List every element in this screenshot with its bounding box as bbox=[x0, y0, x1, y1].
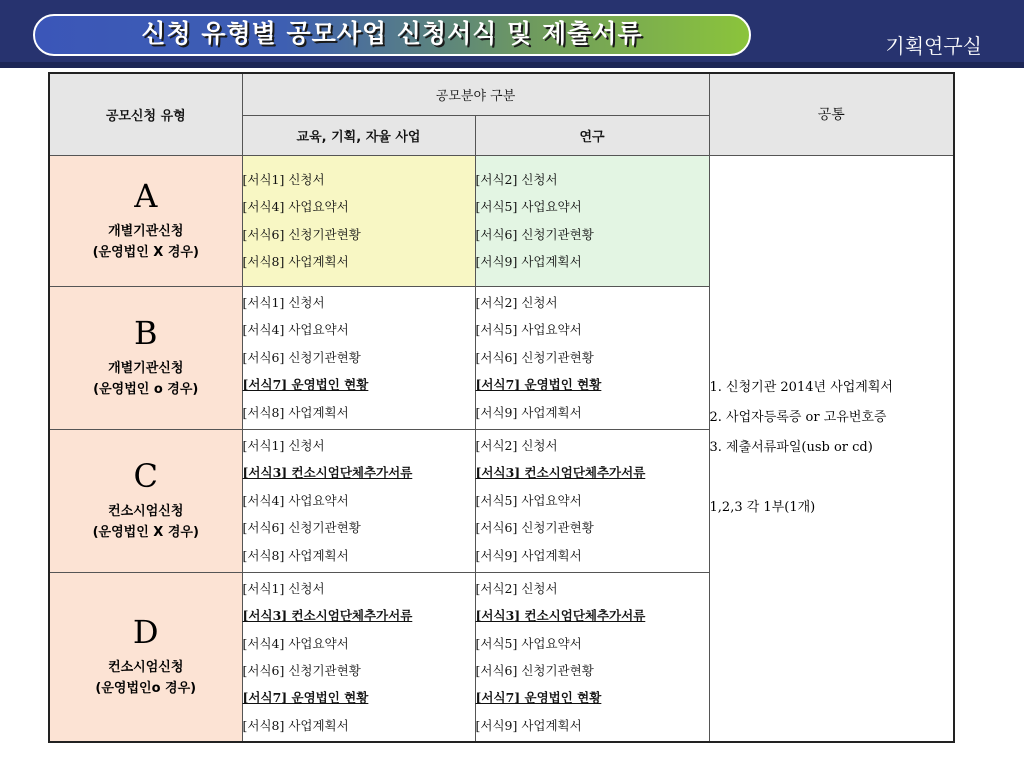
common-header: 공통 bbox=[709, 73, 954, 155]
edu-forms-cell bbox=[242, 429, 475, 572]
type-name: 컨소시엄신청 bbox=[108, 503, 184, 519]
form-item: [서식4] 사업요약서 bbox=[242, 322, 349, 338]
type-header: 공모신청 유형 bbox=[49, 73, 242, 155]
form-item: [서식5] 사업요약서 bbox=[475, 635, 582, 651]
form-item: [서식1] 신청서 bbox=[242, 295, 325, 311]
type-letter: D bbox=[132, 612, 159, 651]
form-item: [서식3] 컨소시엄단체추가서류 bbox=[475, 608, 646, 624]
form-item: [서식6] 신청기관현황 bbox=[242, 520, 361, 536]
form-item: [서식1] 신청서 bbox=[242, 171, 325, 187]
form-item: [서식6] 신청기관현황 bbox=[475, 520, 594, 536]
common-doc-item: 1,2,3 각 1부(1개) bbox=[709, 500, 816, 516]
form-item: [서식4] 사업요약서 bbox=[242, 635, 349, 651]
form-item: [서식5] 사업요약서 bbox=[475, 199, 582, 215]
title-banner bbox=[33, 14, 751, 56]
form-item: [서식1] 신청서 bbox=[242, 438, 325, 454]
slide-title: 신청 유형별 공모사업 신청서식 및 제출서류 bbox=[141, 19, 643, 48]
research-forms-cell bbox=[475, 429, 709, 572]
form-item: [서식4] 사업요약서 bbox=[242, 492, 349, 508]
type-name: 컨소시엄신청 bbox=[108, 659, 184, 675]
form-item: [서식3] 컨소시엄단체추가서류 bbox=[475, 465, 646, 481]
common-doc-item: 2. 사업자등록증 or 고유번호증 bbox=[709, 410, 887, 426]
type-cell bbox=[49, 286, 242, 429]
form-item: [서식8] 사업계획서 bbox=[242, 717, 349, 733]
form-item: [서식2] 신청서 bbox=[475, 438, 558, 454]
form-item: [서식8] 사업계획서 bbox=[242, 547, 349, 563]
research-forms-cell bbox=[475, 286, 709, 429]
form-item: [서식6] 신청기관현황 bbox=[475, 662, 594, 678]
org-name: 기획연구실 bbox=[885, 34, 982, 58]
common-doc-item: 3. 제출서류파일(usb or cd) bbox=[709, 440, 873, 456]
type-letter: A bbox=[134, 176, 158, 215]
edu-forms-cell bbox=[242, 155, 475, 286]
common-docs-cell bbox=[709, 155, 954, 742]
research-header: 연구 bbox=[475, 115, 709, 155]
form-item: [서식7] 운영법인 현황 bbox=[475, 377, 602, 393]
common-doc-item bbox=[710, 463, 954, 493]
form-item: [서식7] 운영법인 현황 bbox=[475, 690, 602, 706]
type-letter: C bbox=[133, 456, 158, 495]
field-header: 공모분야 구분 bbox=[242, 73, 709, 115]
form-item: [서식2] 신청서 bbox=[475, 580, 558, 596]
type-letter: B bbox=[133, 313, 158, 352]
form-item: [서식8] 사업계획서 bbox=[242, 404, 349, 420]
form-item: [서식2] 신청서 bbox=[475, 171, 558, 187]
form-item: [서식5] 사업요약서 bbox=[475, 322, 582, 338]
form-item: [서식3] 컨소시엄단체추가서류 bbox=[242, 608, 413, 624]
forms-table bbox=[48, 72, 955, 743]
form-item: [서식2] 신청서 bbox=[475, 295, 558, 311]
form-item: [서식6] 신청기관현황 bbox=[242, 226, 361, 242]
type-name: 개별기관신청 bbox=[108, 360, 184, 376]
form-item: [서식1] 신청서 bbox=[242, 580, 325, 596]
edu-forms-cell bbox=[242, 286, 475, 429]
type-cell bbox=[49, 429, 242, 572]
research-forms-cell bbox=[475, 572, 709, 742]
table-row bbox=[49, 155, 954, 286]
edu-forms-cell bbox=[242, 572, 475, 742]
type-cond: (운영법인o 경우) bbox=[95, 680, 197, 696]
form-item: [서식8] 사업계획서 bbox=[242, 253, 349, 269]
edu-header: 교육, 기획, 자율 사업 bbox=[242, 115, 475, 155]
form-item: [서식3] 컨소시엄단체추가서류 bbox=[242, 465, 413, 481]
form-item: [서식4] 사업요약서 bbox=[242, 199, 349, 215]
form-item: [서식5] 사업요약서 bbox=[475, 492, 582, 508]
form-item: [서식6] 신청기관현황 bbox=[475, 226, 594, 242]
form-item: [서식9] 사업계획서 bbox=[475, 717, 582, 733]
type-cell bbox=[49, 572, 242, 742]
common-doc-item: 1. 신청기관 2014년 사업계획서 bbox=[709, 380, 893, 396]
type-cond: (운영법인 X 경우) bbox=[92, 524, 199, 540]
type-cond: (운영법인 X 경우) bbox=[92, 244, 199, 260]
form-item: [서식9] 사업계획서 bbox=[475, 547, 582, 563]
header-stripe bbox=[0, 62, 1024, 68]
form-item: [서식6] 신청기관현황 bbox=[475, 349, 594, 365]
form-item: [서식7] 운영법인 현황 bbox=[242, 690, 369, 706]
type-name: 개별기관신청 bbox=[108, 223, 184, 239]
form-item: [서식6] 신청기관현황 bbox=[242, 662, 361, 678]
form-item: [서식6] 신청기관현황 bbox=[242, 349, 361, 365]
form-item: [서식7] 운영법인 현황 bbox=[242, 377, 369, 393]
research-forms-cell bbox=[475, 155, 709, 286]
type-cond: (운영법인 o 경우) bbox=[93, 381, 199, 397]
type-cell bbox=[49, 155, 242, 286]
form-item: [서식9] 사업계획서 bbox=[475, 253, 582, 269]
form-item: [서식9] 사업계획서 bbox=[475, 404, 582, 420]
